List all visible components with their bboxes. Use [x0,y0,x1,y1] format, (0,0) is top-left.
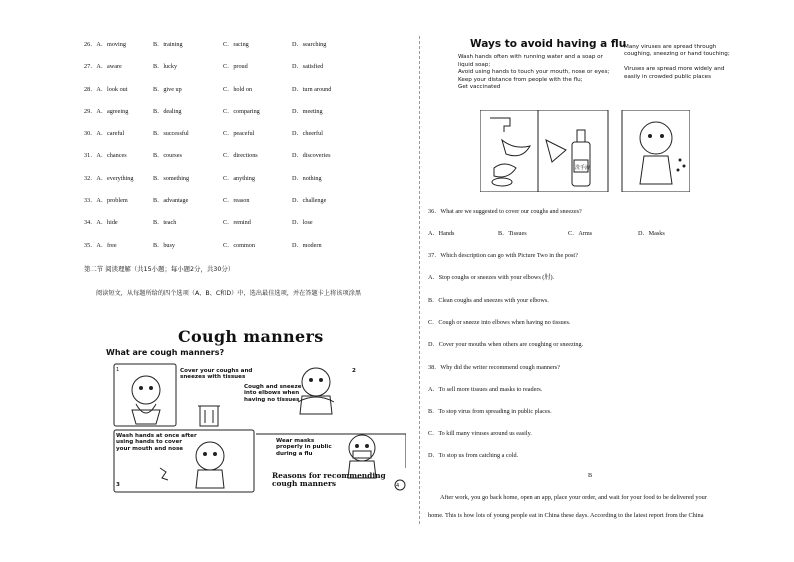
option-c: C．reason [223,197,250,205]
passage-b-line2: home. This is how lots of young people eat in China these days. According to the latest report from the China [428,512,704,519]
option-b: B．something [153,174,190,182]
option-c: C．common [223,241,255,249]
flu-poster-tips [458,54,609,92]
mask-icon [353,451,371,458]
option-c: C．peaceful [223,130,255,138]
option-c: C．directions [223,152,258,160]
flu-illustration [480,110,690,192]
panel1-caption [180,368,252,381]
question-38-option-b: B．To stop virus from spreading in public places. [428,408,552,415]
flu-poster-pictures [480,110,690,192]
option-b: B．training [153,41,183,48]
option-c: C．comparing [223,107,260,115]
character-head-icon [302,368,330,396]
panel3-caption [116,433,197,452]
option-a: 31．A．chances [84,152,127,160]
option-a: 29．A．agreeing [84,107,129,115]
option-a: 34．A．hide [84,219,118,227]
option-row [84,103,414,125]
option-row [84,81,414,103]
flu-poster-title: Ways to avoid having a flu [470,38,627,50]
cough-poster-title: Cough manners [178,327,324,346]
bottle-label: 洗手液 [575,165,591,171]
character-head-icon [132,376,160,404]
option-b: B．give up [153,85,182,93]
flu-tips-text: Wash hands often with running water and a soap or liquid soap; Avoid using hands to touch your mouth, nose or eyes; Keep your distance from people with the flu; Get vaccinated [458,54,610,91]
option-d: D．lose [292,219,313,227]
option-d: D．searching [292,41,327,48]
sick-character-head-icon [640,122,672,154]
water-tap-icon [490,118,510,132]
option-a: 28．A．look out [84,85,128,93]
character-head-icon [196,442,224,470]
question-37: 37．Which description can go with Picture Two in the post? [428,252,578,259]
panel-number-3: 3 [116,482,120,488]
question-37-option-a: A．Stop coughs or sneezes with your elbows (肘). [428,274,555,281]
option-d: D．turn around [292,85,332,93]
washing-hands-icon [502,140,530,156]
panel-number: 4 [396,483,400,489]
panel-number-2: 2 [352,368,356,374]
option-a: 26．A．moving [84,41,126,48]
options-section [84,36,414,259]
instructions: 阅读短文，从每题所给的四个选项（A、B、C和D）中，选出最佳选项，并在答题卡上将该项涂黑 [96,290,362,297]
sanitizer-bottle-icon [572,142,590,186]
option-d: D．meeting [292,107,323,115]
option-d: D．nothing [292,174,322,182]
trash-can-icon [200,406,218,426]
option-b: B．teach [153,219,177,227]
option-d: D．discoveries [292,152,331,160]
panel2-caption [244,384,302,403]
water-drops-icon [160,468,168,480]
passage-b-label: B [588,472,593,479]
question-36: 36．What are we suggested to cover our coughs and sneezes? [428,208,582,215]
option-b: B．courses [153,152,182,160]
panel2-text: Cough and sneeze into elbows when having no tissues [244,384,302,403]
option-a: 35．A．free [84,241,117,249]
question-37-option-b: B．Clean coughs and sneezes with your elbows. [428,297,549,304]
picture-frame [480,110,608,192]
option-row [84,237,414,259]
option-b: B．busy [153,241,176,249]
option-d: D．challenge [292,197,327,205]
option-a: A．Hands [428,230,455,237]
option-a: 33．A．problem [84,197,128,205]
section-heading: 第二节 阅读理解（共15小题；每小题2分，共30分） [84,265,235,273]
option-d: D．modern [292,241,322,249]
question-38-option-d: D．To stop us from catching a cold. [428,452,519,459]
hand-icon [546,140,566,162]
panel-number: 1 [116,367,120,373]
option-c: C．hold on [223,85,253,93]
option-b: B．Tissues [498,230,527,237]
option-row [84,125,414,147]
panel4-text: Wear masks properly in public during a flu [276,438,332,457]
question-38-option-a: A．To sell more tissues and masks to readers. [428,386,543,393]
option-a: 27．A．aware [84,63,122,71]
option-c: C．anything [223,174,255,182]
reasons-text: Reasons for recommending cough manners [272,471,386,489]
question-38: 38．Why did the writer recommend cough manners? [428,364,560,371]
option-c: C．racing [223,41,249,48]
cough-poster-reasons [272,472,386,489]
question-37-option-c: C．Cough or sneeze into elbows when having no tissues. [428,319,571,326]
question-37-option-d: D．Cover your mouths when others are coughing or sneezing. [428,341,584,348]
panel1-text: Cover your coughs and sneezes with tissues [180,368,253,381]
panel-frame [114,364,176,426]
option-a: 30．A．careful [84,130,125,138]
option-d: D．cheerful [292,130,323,138]
option-b: B．advantage [153,197,189,205]
option-b: B．successful [153,130,189,138]
soap-icon [492,178,512,186]
option-row [84,147,414,169]
option-a: 32．A．everything [84,174,134,182]
option-row [84,36,414,58]
option-row [84,58,414,80]
option-row [84,192,414,214]
question-38-option-c: C．To kill many viruses around us easily. [428,430,532,437]
panel4-caption [276,438,332,457]
panel3-text: Wash hands at once after using hands to cover your mouth and nose [116,433,197,452]
option-c: C．remind [223,219,251,227]
option-b: B．dealing [153,107,182,115]
option-row [84,170,414,192]
option-b: B．lucky [153,63,178,71]
option-c: C．proud [223,63,248,71]
passage-b-line1: After work, you go back home, open an app, place your order, and wait for your food to be delivered your [440,494,707,501]
flu-poster-notes [624,44,730,81]
cough-poster-subtitle: What are cough manners? [106,348,225,357]
option-c: C．Arms [568,230,593,237]
column-divider [419,36,420,524]
flu-notes-text: Many viruses are spread through coughing, sneezing or hand touching; Viruses are spread more widely and easily in crowded public places [624,44,730,80]
option-d: D．satisfied [292,63,324,71]
option-d: D．Masks [638,230,665,237]
option-row [84,214,414,236]
